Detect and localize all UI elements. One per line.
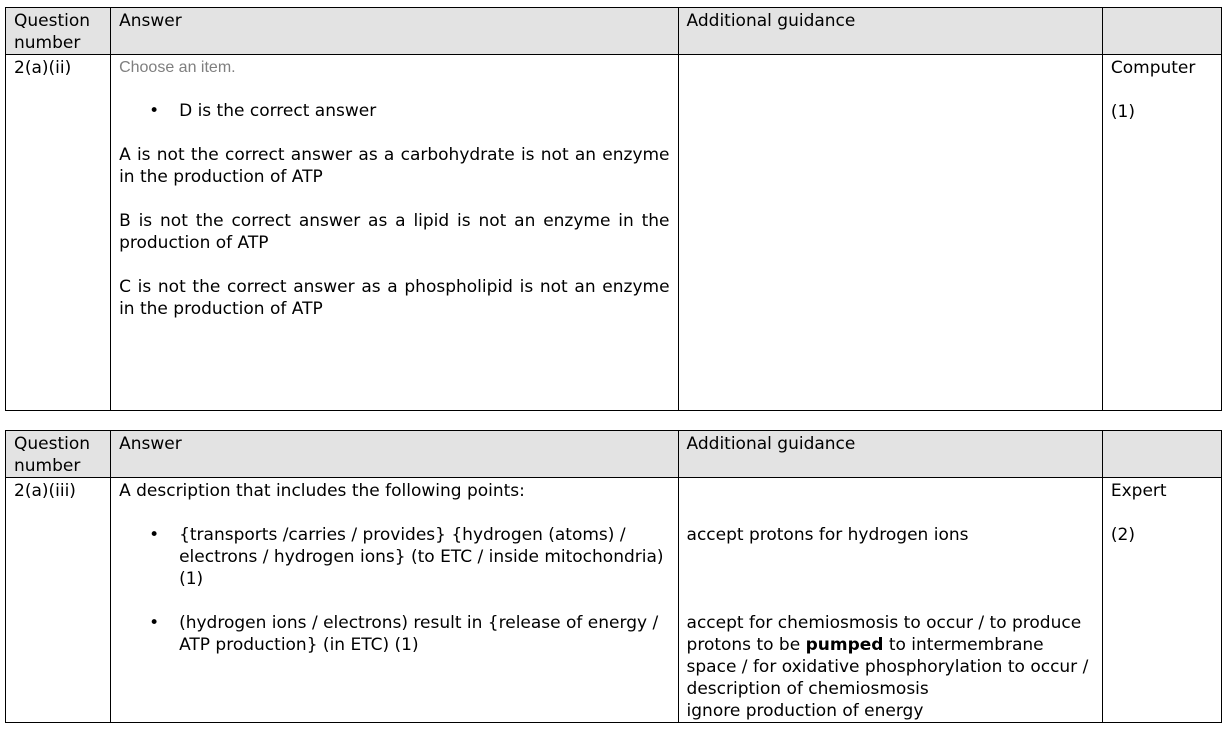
marks-value: (1) [1110, 102, 1135, 122]
answer-intro: A description that includes the following points: [119, 481, 525, 501]
answer-row [6, 55, 1222, 411]
answer-c-explanation: C is not the correct answer as a phospholipid is not an enzyme in the production of ATP [119, 277, 670, 319]
answer-row [6, 478, 1222, 723]
guidance-2-text-end: to intermembrane space / for oxidative phosphorylation to occur / description of chemiosmosis [686, 635, 1089, 699]
header-blank [1102, 8, 1221, 55]
mark-scheme-table-2 [5, 430, 1222, 723]
answer-cell [111, 55, 678, 411]
mark-scheme-table-1 [5, 7, 1222, 411]
guidance-2 [687, 612, 1094, 700]
bullet-item [119, 524, 669, 590]
marking-mode: Expert [1110, 481, 1167, 501]
header-additional-guidance: Additional guidance [678, 431, 1102, 478]
choose-item-dropdown[interactable]: Choose an item. [119, 59, 236, 76]
guidance-2-text: accept for chemiosmosis to occur / to produce protons to be [686, 613, 1082, 655]
header-question-number: Question number [6, 431, 111, 478]
answer-b-explanation: B is not the correct answer as a lipid is not an enzyme in the production of ATP [119, 211, 670, 253]
guidance-1: accept protons for hydrogen ions [686, 525, 969, 545]
answer-cell [111, 478, 678, 723]
guidance-3: ignore production of energy [686, 701, 924, 721]
guidance-cell [678, 478, 1102, 723]
header-answer: Answer [111, 8, 678, 55]
bullet-icon: • [149, 613, 160, 633]
header-answer: Answer [111, 431, 678, 478]
header-question-number: Question number [6, 8, 111, 55]
header-blank [1102, 431, 1221, 478]
marking-mode: Computer [1110, 58, 1196, 78]
bullet-item [119, 612, 669, 656]
header-row [6, 8, 1222, 55]
bullet-item [119, 100, 669, 122]
marking-point-1: {transports /carries / provides} {hydrogen (atoms) / electrons / hydrogen ions} (to ETC / inside mitochondria) (1) [179, 525, 664, 589]
header-row [6, 431, 1222, 478]
header-additional-guidance: Additional guidance [678, 8, 1102, 55]
question-number: 2(a)(ii) [6, 55, 111, 411]
answer-a-explanation: A is not the correct answer as a carbohydrate is not an enzyme in the production of ATP [119, 145, 670, 187]
marking-point-2: (hydrogen ions / electrons) result in {release of energy / ATP production} (in ETC) (1) [179, 613, 659, 655]
correct-answer-text: D is the correct answer [179, 101, 377, 121]
marks-cell [1102, 55, 1221, 411]
marks-value: (2) [1110, 525, 1135, 545]
bullet-icon: • [149, 101, 160, 121]
bullet-icon: • [149, 525, 160, 545]
guidance-2-emphasis: pumped [805, 635, 884, 655]
question-number: 2(a)(iii) [6, 478, 111, 723]
guidance-cell [678, 55, 1102, 411]
marks-cell [1102, 478, 1221, 723]
